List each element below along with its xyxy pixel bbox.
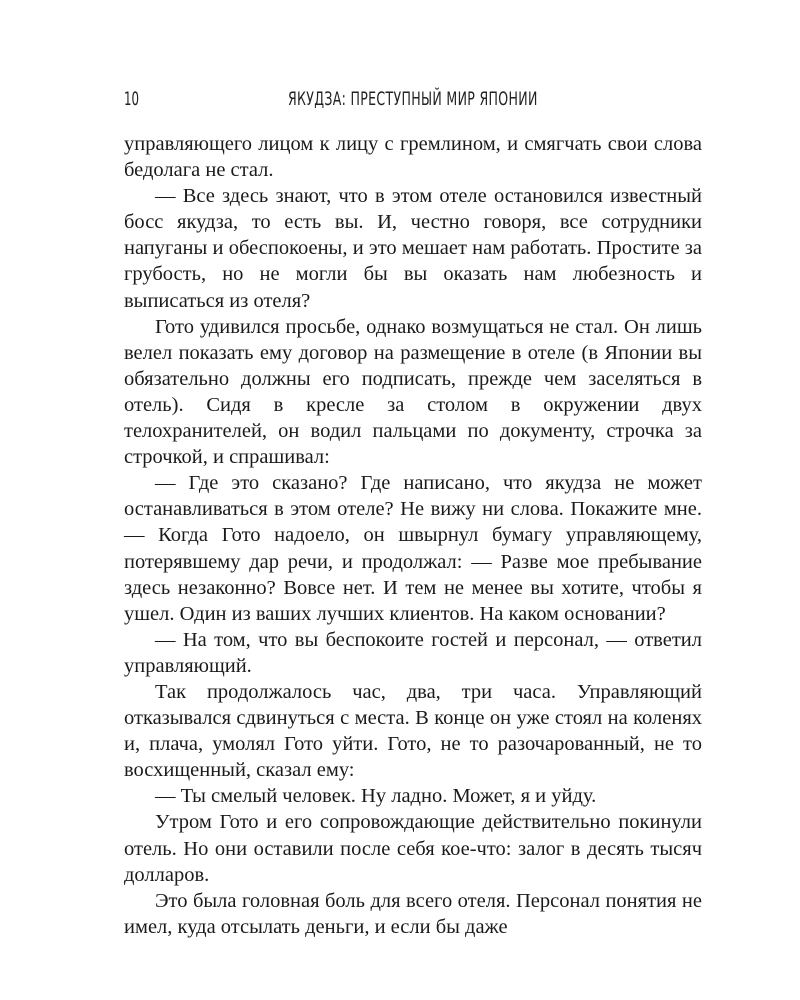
paragraph: Гото удивился просьбе, однако возмущаться не стал. Он лишь велел показать ему договор на размещение в отеле (в Японии вы обязательно должны его подписать, прежде чем заселяться в отель). Сидя в кресле за столом в окружении двух телохранителей, он водил пальцами по документу, строчка за строчкой, и спрашивал: [124, 315, 702, 469]
running-title: ЯКУДЗА: ПРЕСТУПНЫЙ МИР ЯПОНИИ [288, 88, 538, 110]
body-text [124, 131, 702, 940]
paragraph: — Где это сказано? Где написано, что якудза не может останавливаться в этом отеле? Не вижу ни слова. Покажите мне. — Когда Гото надоело, он швырнул бумагу управляющему, потерявшему дар речи, и продолжал: — Разве мое пребывание здесь незаконно? Вовсе нет. И тем не менее вы хотите, чтобы я ушел. Один из ваших лучших клиентов. На каком основании? [124, 472, 702, 625]
page-header [124, 88, 700, 114]
paragraph: Так продолжалось час, два, три часа. Управляющий отказывался сдвинуться с места. В конце он уже стоял на коленях и, плача, умолял Гото уйти. Гото, не то разочарованный, не то восхищенный, сказал ему: [124, 680, 702, 782]
paragraph: Это была головная боль для всего отеля. Персонал понятия не имел, куда отсылать деньги, и если бы даже [124, 889, 702, 938]
paragraph: — Все здесь знают, что в этом отеле остановился известный босс якудза, то есть вы. И, честно говоря, все сотрудники напуганы и обеспокоены, и это мешает нам работать. Простите за грубость, но не могли бы вы оказать нам любезность и выписаться из отеля? [124, 185, 702, 312]
paragraph: Утром Гото и его сопровождающие действительно покинули отель. Но они оставили после себя кое-что: залог в десять тысяч долларов. [124, 811, 702, 886]
page-number: 10 [124, 88, 139, 110]
paragraph: — На том, что вы беспокоите гостей и персонал, — ответил управляющий. [124, 628, 702, 677]
paragraph: управляющего лицом к лицу с гремлином, и смягчать свои слова бедолага не стал. [124, 133, 702, 182]
paragraph: — Ты смелый человек. Ну ладно. Может, я и уйду. [155, 785, 597, 808]
